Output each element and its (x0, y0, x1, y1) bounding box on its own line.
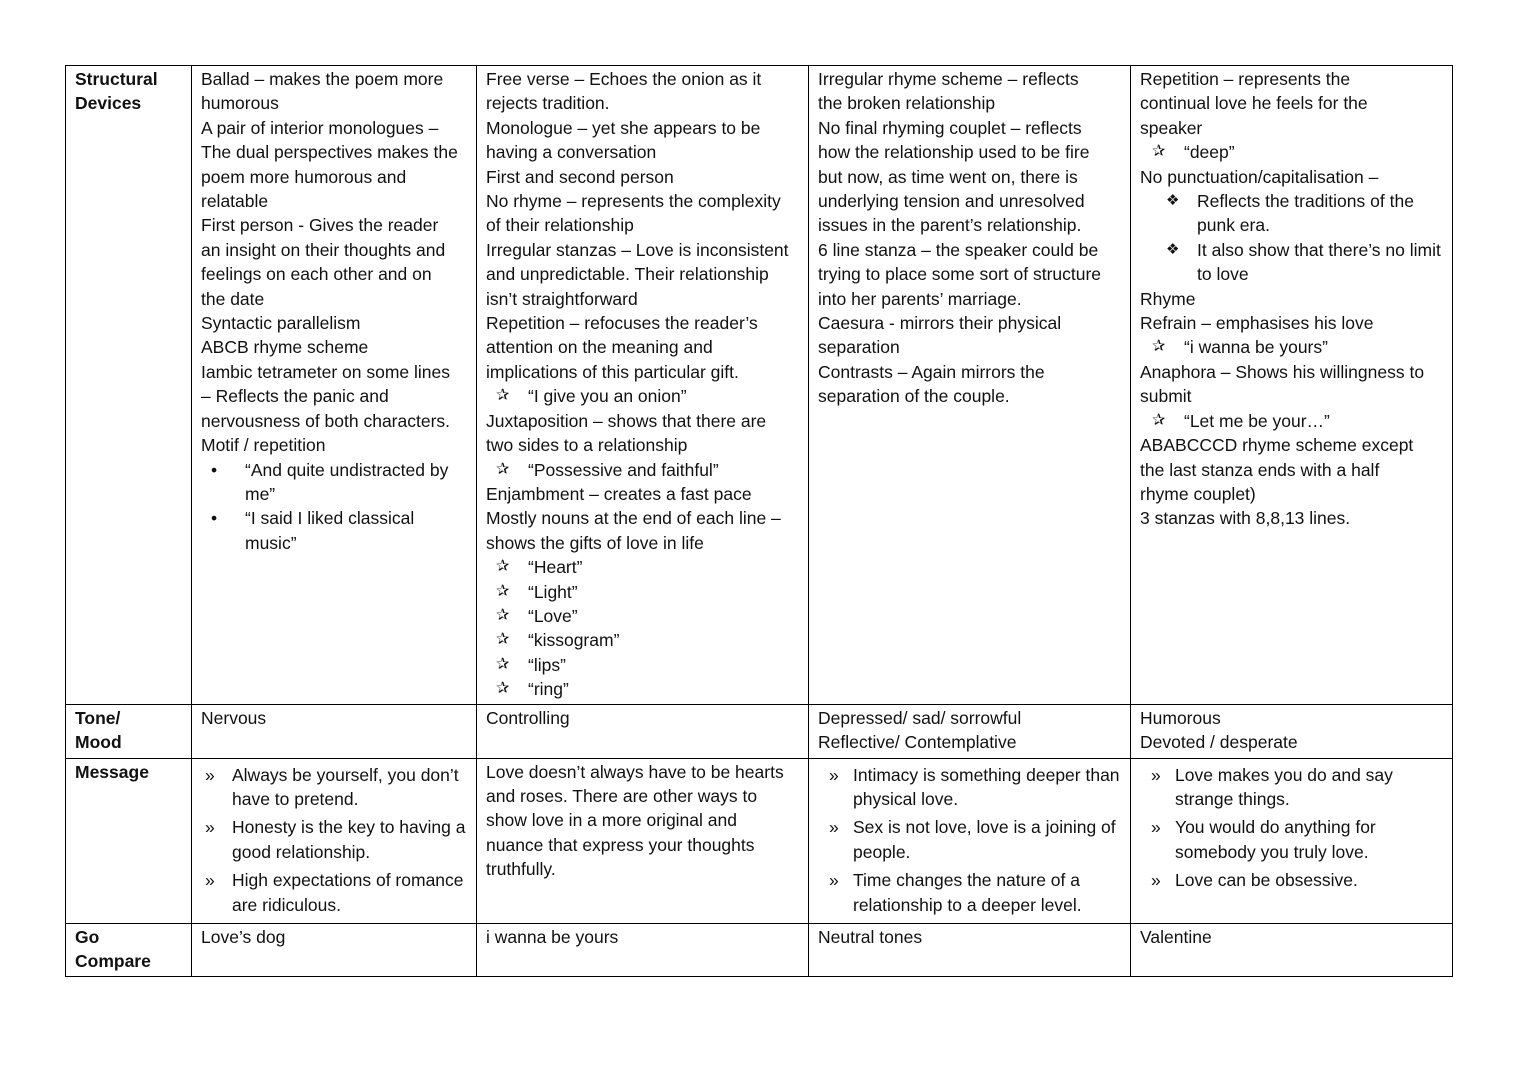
star-icon: ✰ (496, 558, 510, 576)
list-item: » Intimacy is something deeper than physical love. (829, 764, 1120, 809)
list-item: ✰ “i wanna be yours” (1140, 335, 1443, 359)
message-cell-3 (809, 758, 1131, 923)
message-list (201, 763, 467, 917)
diamond-bullet-icon: ❖ (1166, 240, 1180, 258)
quote-list (201, 458, 467, 556)
row-header-message: Message (66, 758, 192, 923)
list-item: ✰ “kissogram” (486, 628, 799, 652)
compare-cell-4: Valentine (1131, 924, 1453, 977)
chevron-right-icon: » (1151, 764, 1161, 785)
list-item: ✰ “I give you an onion” (486, 384, 799, 408)
message-cell-1 (192, 758, 477, 923)
chevron-right-icon: » (1151, 817, 1161, 838)
quote-list (1140, 140, 1443, 164)
point-list (1140, 189, 1443, 287)
quote-list (1140, 409, 1443, 433)
list-item: ✰ “lips” (486, 653, 799, 677)
chevron-right-icon: » (205, 764, 215, 785)
bullet-icon: • (211, 459, 218, 480)
row-header-structural-devices: Structural Devices (66, 66, 192, 705)
tone-cell-3: Depressed/ sad/ sorrowful Reflective/ Contemplative (809, 704, 1131, 758)
list-item: » Sex is not love, love is a joining of people. (829, 817, 1116, 862)
list-item: ✰ “ring” (486, 677, 799, 701)
list-item: ✰ “Possessive and faithful” (486, 458, 799, 482)
list-item: ✰ “Light” (486, 580, 799, 604)
structural-cell-1: Ballad – makes the poem more humorous A pair of interior monologues – The dual perspectives makes the poem more humorous and relatable First person - Gives the reader an insight on their thoughts and feelings on each other and on the date Syntactic parallelism ABCB rhyme scheme Iambic tetrameter on some lines – Reflects the panic and nervousness of both characters. Motif / repetition • “And quite undistracted by me” • “I said I liked classical music” (192, 66, 477, 705)
chevron-right-icon: » (829, 764, 839, 785)
list-item: ❖ Reflects the traditions of the punk era. (1166, 191, 1414, 236)
list-item: » Time changes the nature of a relationship to a deeper level. (829, 870, 1082, 915)
list-item: ✰ “Let me be your…” (1140, 409, 1443, 433)
quote-list (486, 458, 799, 482)
row-header-tone-mood: Tone/ Mood (66, 704, 192, 758)
poetry-comparison-table (65, 65, 1453, 977)
list-item: • “I said I liked classical music” (211, 508, 415, 553)
tone-cell-2: Controlling (477, 704, 809, 758)
star-icon: ✰ (1152, 143, 1166, 161)
compare-cell-2: i wanna be yours (477, 924, 809, 977)
message-row (66, 758, 1453, 923)
diamond-bullet-icon: ❖ (1166, 192, 1180, 210)
compare-cell-1: Love’s dog (192, 924, 477, 977)
compare-cell-3: Neutral tones (809, 924, 1131, 977)
tone-cell-4: Humorous Devoted / desperate (1131, 704, 1453, 758)
quote-list (486, 384, 799, 408)
list-item: ✰ “Love” (486, 604, 799, 628)
chevron-right-icon: » (829, 870, 839, 891)
chevron-right-icon: » (205, 870, 215, 891)
message-cell-4 (1131, 758, 1453, 923)
message-cell-2: Love doesn’t always have to be hearts and roses. There are other ways to show love in a more original and nuance that express your thoughts truthfully. (477, 758, 809, 923)
star-icon: ✰ (496, 387, 510, 405)
structural-cell-2: Free verse – Echoes the onion as it rejects tradition. Monologue – yet she appears to be having a conversation First and second person No rhyme – represents the complexity of their relationship Irregular stanzas – Love is inconsistent and unpredictable. Their relationship isn’t straightforward Repetition – refocuses the reader’s attention on the meaning and implications of this particular gift. ✰ “I give you an onion” Juxtaposition – shows that there are two sides to a relationship ✰ “Possessive and faithful” Enjambment – creates a fast pace Mostly nouns at the end of each line – shows the gifts of love in life ✰ “Heart” ✰ “Light” ✰ “Love” ✰ “kissogram” ✰ “lips” ✰ “ring” (477, 66, 809, 705)
structural-cell-4: Repetition – represents the continual love he feels for the speaker ✰ “deep” No punctuation/capitalisation – ❖ Reflects the traditions of the punk era. ❖ It also show that there’s no limit to love Rhyme Refrain – emphasises his love ✰ “i wanna be yours” Anaphora – Shows his willingness to submit ✰ “Let me be your…” ABABCCCD rhyme scheme except the last stanza ends with a half rhyme couplet) 3 stanzas with 8,8,13 lines. (1131, 66, 1453, 705)
list-item: » Love makes you do and say strange things. (1151, 764, 1393, 809)
bullet-icon: • (211, 508, 218, 529)
list-item: » High expectations of romance are ridiculous. (205, 870, 464, 915)
chevron-right-icon: » (829, 817, 839, 838)
list-item: » Honesty is the key to having a good relationship. (205, 817, 466, 862)
structural-cell-3: Irregular rhyme scheme – reflects the broken relationship No final rhyming couplet – reflects how the relationship used to be fire but now, as time went on, there is underlying tension and unresolved issues in the parent’s relationship. 6 line stanza – the speaker could be trying to place some sort of structure into her parents’ marriage. Caesura - mirrors their physical separation Contrasts – Again mirrors the separation of the couple. (809, 66, 1131, 705)
star-icon: ✰ (496, 460, 510, 478)
chevron-right-icon: » (1151, 870, 1161, 891)
list-item: ❖ It also show that there’s no limit to love (1166, 239, 1441, 285)
star-icon: ✰ (496, 606, 510, 624)
quote-list (486, 555, 799, 701)
list-item: » Love can be obsessive. (1140, 868, 1443, 892)
message-list (818, 763, 1121, 917)
quote-list (1140, 335, 1443, 359)
go-compare-row (66, 924, 1453, 977)
list-item: • “And quite undistracted by me” (211, 459, 449, 504)
star-icon: ✰ (1152, 338, 1166, 356)
tone-mood-row (66, 704, 1453, 758)
star-icon: ✰ (496, 582, 510, 600)
list-item: » You would do anything for somebody you truly love. (1151, 817, 1376, 862)
star-icon: ✰ (1152, 411, 1166, 429)
row-header-go-compare: Go Compare (66, 924, 192, 977)
star-icon: ✰ (496, 631, 510, 649)
star-icon: ✰ (496, 680, 510, 698)
star-icon: ✰ (496, 655, 510, 673)
tone-cell-1: Nervous (192, 704, 477, 758)
structural-devices-row (66, 66, 1453, 705)
message-list (1140, 763, 1443, 893)
chevron-right-icon: » (205, 817, 215, 838)
list-item: ✰ “deep” (1140, 140, 1443, 164)
list-item: » Always be yourself, you don’t have to pretend. (205, 764, 459, 809)
list-item: ✰ “Heart” (486, 555, 799, 579)
